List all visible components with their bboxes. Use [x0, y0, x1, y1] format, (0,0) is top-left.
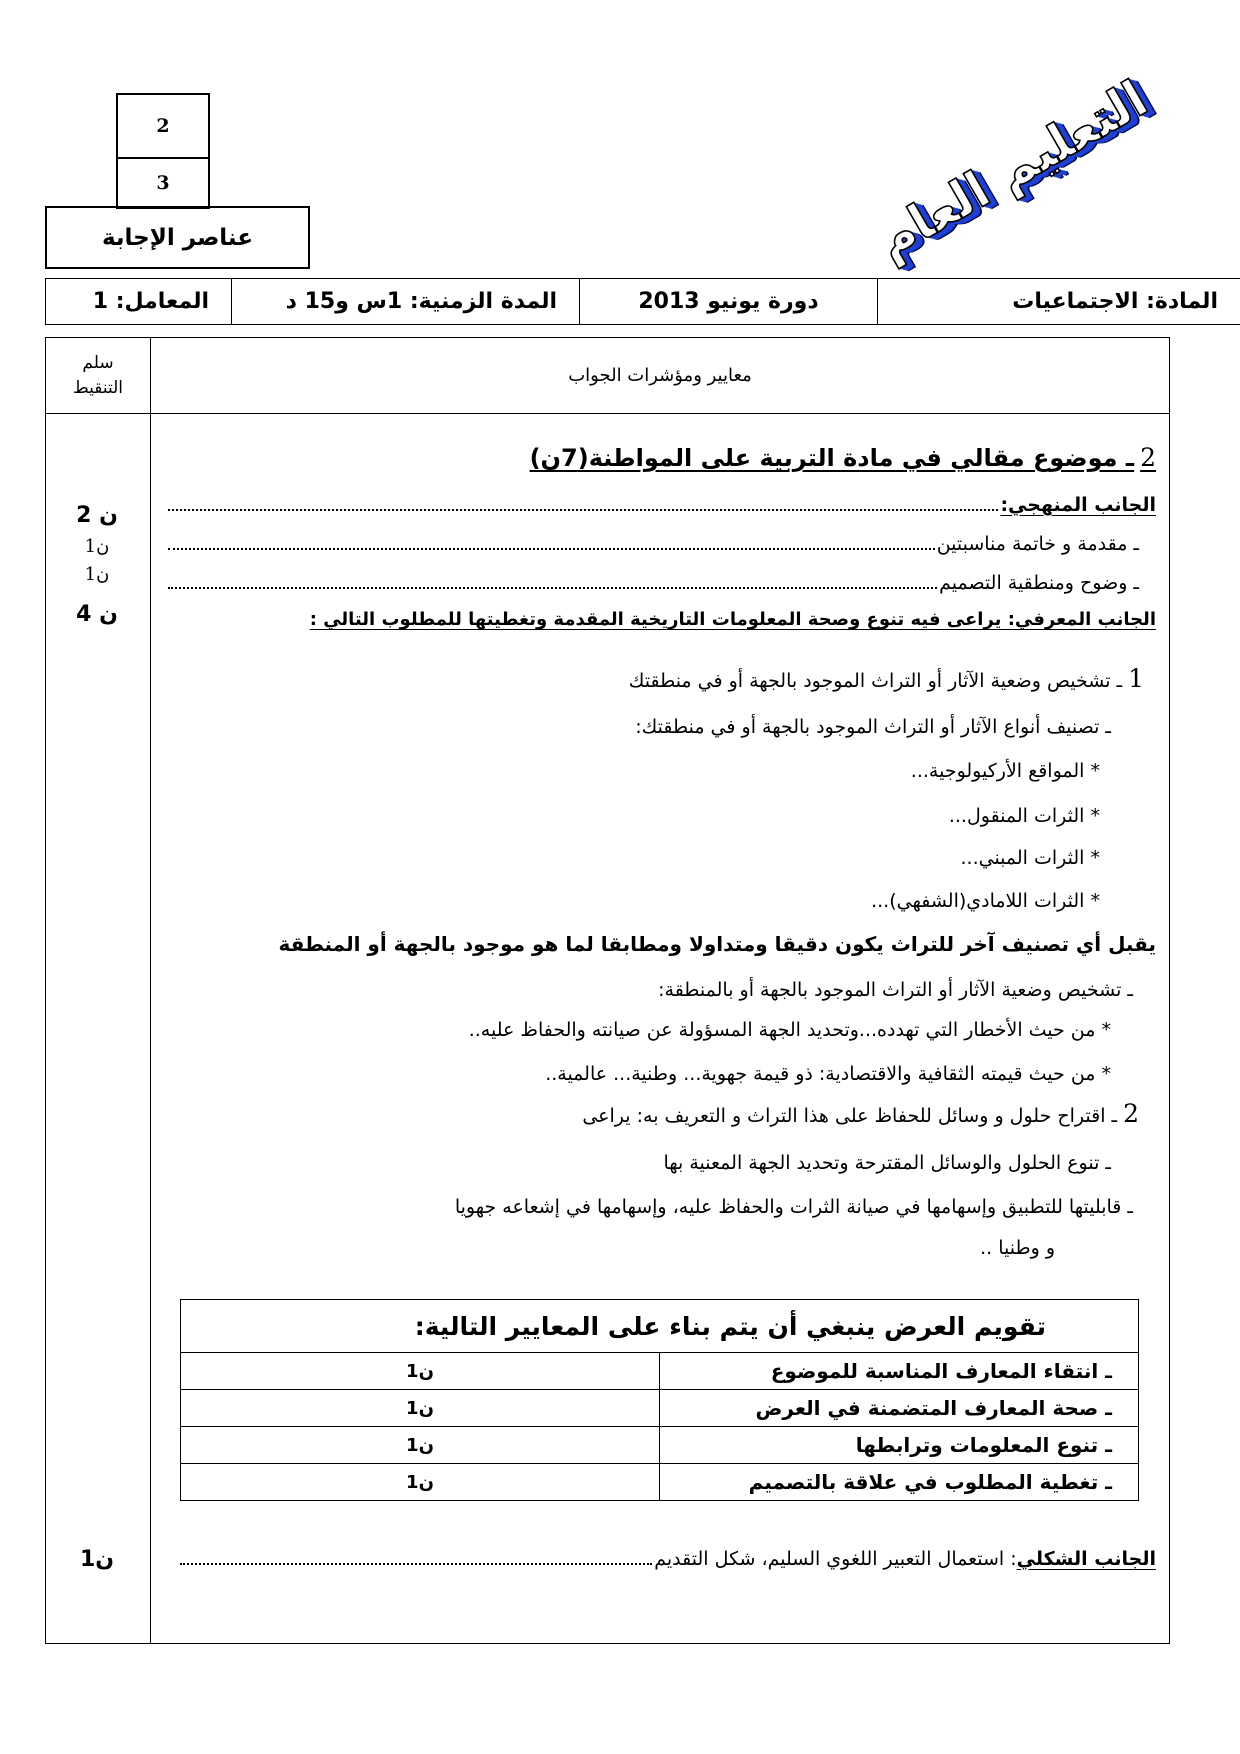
evaluation-score: 1ن: [181, 1464, 660, 1501]
score-column-header-line1: سلم: [82, 352, 114, 373]
method-label: الجانب المنهجي:: [1000, 494, 1156, 516]
form-aspect-row: [180, 1546, 1156, 1572]
dotted-leader: [168, 548, 935, 550]
page-index-box: [116, 93, 210, 209]
score-method-total: 2 ن: [76, 503, 118, 528]
score-knowledge-total: 4 ن: [76, 602, 118, 627]
table-row: [181, 1390, 1139, 1427]
essay-number: 2: [1140, 443, 1156, 472]
duration-cell: المدة الزمنية: 1س و15 د: [232, 279, 580, 325]
diagnose-line: ـ تشخيص وضعية الآثار أو التراث الموجود بالجهة أو بالمنطقة:: [658, 979, 1133, 1001]
evaluation-criterion: ـ تنوع المعلومات وترابطها: [660, 1427, 1139, 1464]
diagnose-item: * من حيث قيمته الثقافية والاقتصادية: ذو قيمة جهوية... وطنية... عالمية..: [545, 1063, 1111, 1085]
table-row: [181, 1427, 1139, 1464]
part1-title-text: ـ تشخيص وضعية الآثار أو التراث الموجود بالجهة أو في منطقتك: [628, 670, 1123, 692]
dotted-leader: [168, 509, 998, 511]
evaluation-title: تقويم العرض ينبغي أن يتم بناء على المعايير التالية:: [181, 1300, 1139, 1353]
part2-title: [582, 1101, 1139, 1129]
page-index-top: 2: [118, 95, 208, 159]
method-item: ـ وضوح ومنطقية التصميم: [939, 572, 1139, 594]
evaluation-criterion: ـ صحة المعارف المتضمنة في العرض: [660, 1390, 1139, 1427]
answer-elements-label: عناصر الإجابة: [45, 206, 310, 269]
session-cell: دورة يونيو 2013: [580, 279, 878, 325]
method-item-row: [168, 531, 1139, 557]
dotted-leader: [168, 587, 937, 589]
evaluation-score: 1ن: [181, 1427, 660, 1464]
method-row: [168, 492, 1156, 518]
coefficient-cell: المعامل: 1: [46, 279, 232, 325]
classify-item: * الثرات المبني...: [960, 847, 1100, 869]
subject-cell: المادة: الاجتماعيات: [878, 279, 1240, 325]
header-row-divider: [46, 413, 1169, 414]
table-row: [181, 1464, 1139, 1501]
evaluation-score: 1ن: [181, 1390, 660, 1427]
essay-title-text: ـ موضوع مقالي في مادة التربية على المواطنة(7ن): [529, 444, 1135, 472]
evaluation-criterion: ـ انتقاء المعارف المناسبة للموضوع: [660, 1353, 1139, 1390]
score-intro-conclusion: 1ن: [84, 536, 110, 557]
score-column-header: [46, 338, 150, 413]
page-index-bottom: 3: [156, 172, 170, 194]
score-column-header-line2: التنقيط: [72, 377, 124, 398]
classify-item: * الثرات المنقول...: [948, 805, 1100, 827]
knowledge-label: الجانب المعرفي: يراعى فيه تنوع وصحة المعلومات التاريخية المقدمة وتغطيتها للمطلوب التالي :: [309, 609, 1156, 630]
general-education-stamp: التعليم العام: [866, 69, 1158, 271]
score-structure: 1ن: [84, 564, 110, 585]
part2-number: 2: [1123, 1099, 1139, 1128]
method-item-row: [168, 570, 1139, 596]
column-divider: [150, 338, 151, 1643]
diagnose-item: * من حيث الأخطار التي تهدده...وتحديد الجهة المسؤولة عن صيانته والحفاظ عليه..: [468, 1019, 1111, 1041]
part2-title-text: ـ اقتراح حلول و وسائل للحفاظ على هذا التراث و التعريف به: يراعى: [582, 1105, 1118, 1127]
exam-info-header: [45, 278, 1240, 325]
accept-note: يقبل أي تصنيف آخر للتراث يكون دقيقا ومتداولا ومطابقا لما هو موجود بالجهة أو المنطقة: [278, 932, 1156, 956]
table-row: [181, 1353, 1139, 1390]
score-form: 1ن: [79, 1547, 115, 1572]
part1-number: 1: [1128, 664, 1144, 693]
classify-item: * الثرات اللامادي(الشفهي)...: [871, 890, 1100, 912]
evaluation-score: 1ن: [181, 1353, 660, 1390]
essay-title: [530, 443, 1156, 473]
part2-item: و وطنيا ..: [980, 1237, 1055, 1259]
part2-item: ـ تنوع الحلول والوسائل المقترحة وتحديد الجهة المعنية بها: [663, 1152, 1111, 1174]
classify-line: ـ تصنيف أنواع الآثار أو التراث الموجود بالجهة أو في منطقتك:: [635, 716, 1111, 738]
evaluation-criterion: ـ تغطية المطلوب في علاقة بالتصميم: [660, 1464, 1139, 1501]
form-aspect-label: الجانب الشكلي: [1016, 1548, 1156, 1570]
criteria-column-header: معايير ومؤشرات الجواب: [568, 365, 752, 386]
evaluation-table: [180, 1299, 1139, 1501]
method-item: ـ مقدمة و خاتمة مناسبتين: [936, 533, 1139, 555]
form-aspect-text: : استعمال التعبير اللغوي السليم، شكل التقديم: [654, 1548, 1017, 1570]
part1-title: [629, 666, 1144, 694]
classify-item: * المواقع الأركيولوجية...: [910, 760, 1100, 782]
part2-item: ـ قابليتها للتطبيق وإسهامها في صيانة الثرات والحفاظ عليه، وإسهامها في إشعاعه جهويا: [454, 1196, 1133, 1218]
dotted-leader: [180, 1563, 652, 1565]
